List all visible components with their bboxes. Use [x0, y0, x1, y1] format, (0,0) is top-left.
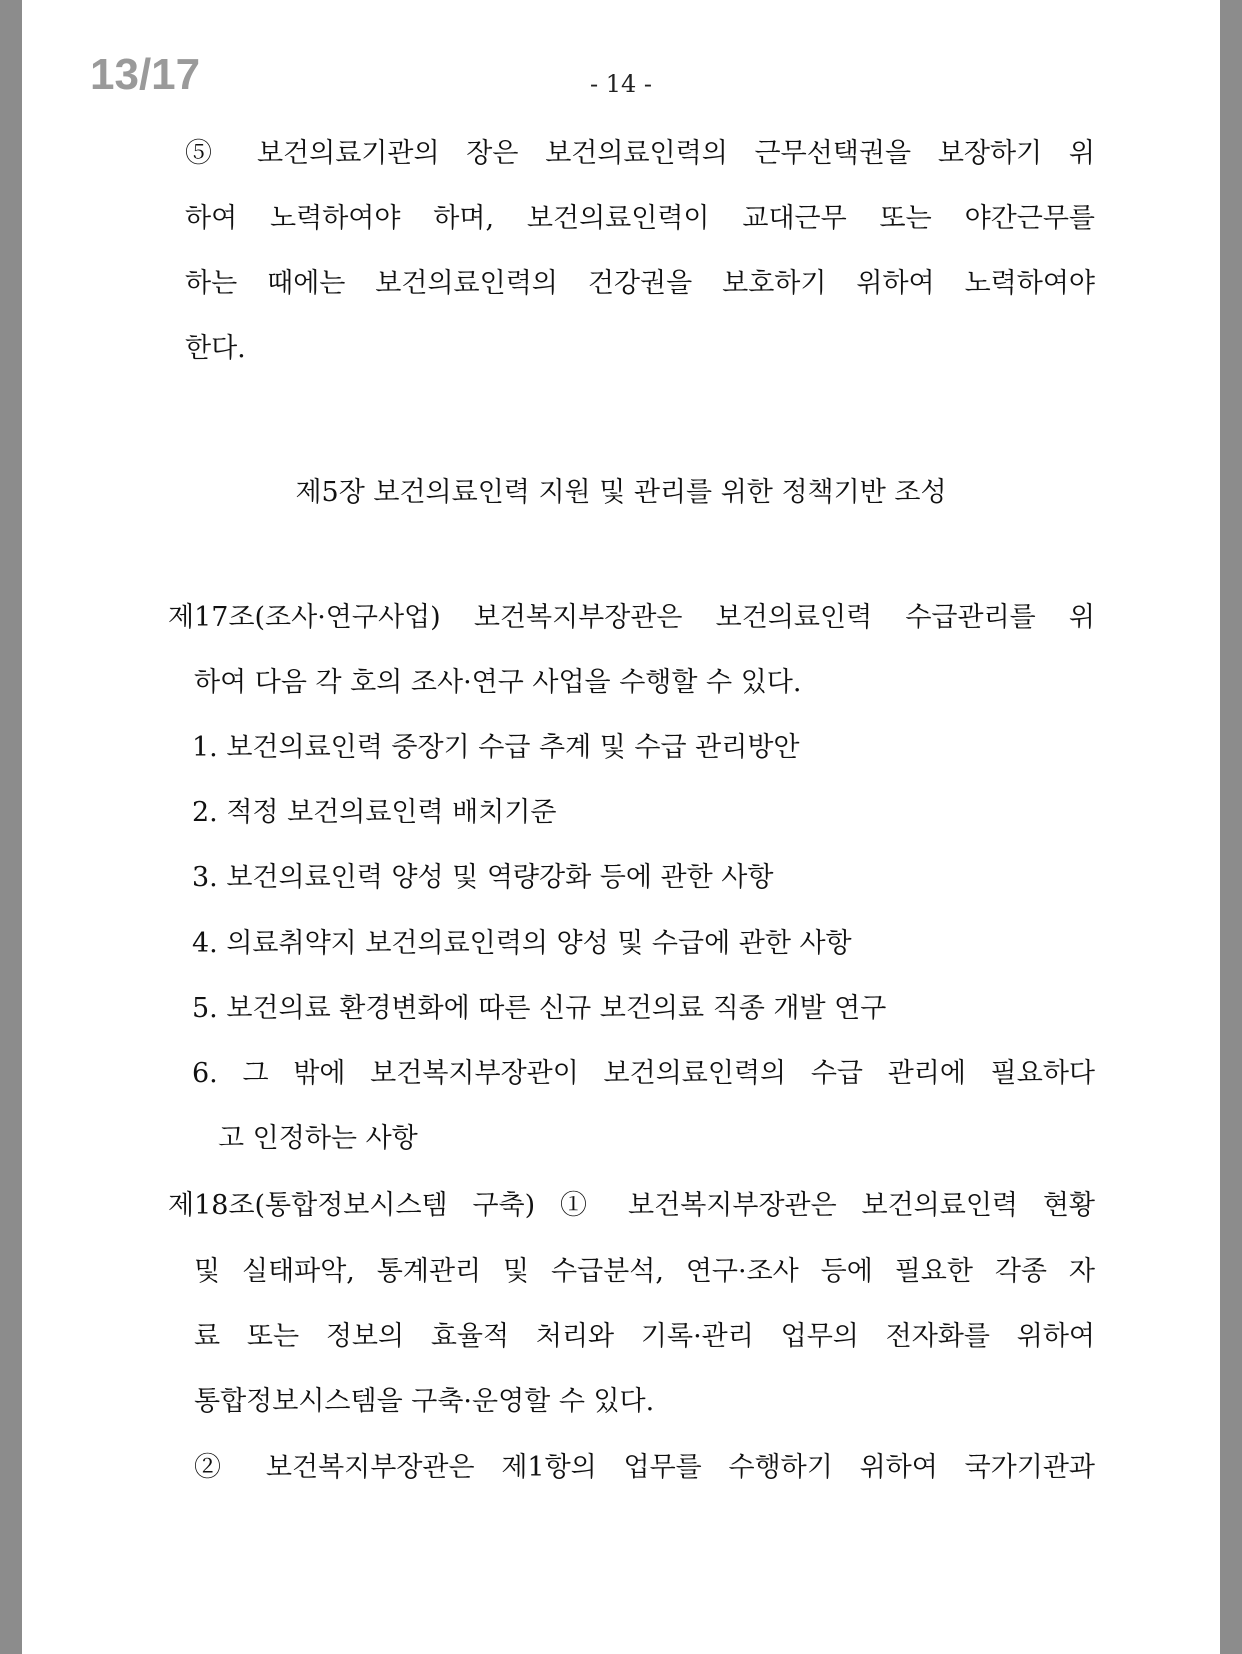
article-18-line: 료 또는 정보의 효율적 처리와 기록·관리 업무의 전자화를 위하여 — [194, 1321, 1095, 1352]
page-indicator: 13/17 — [90, 50, 201, 99]
list-item: 1. 보건의료인력 중장기 수급 추계 및 수급 관리방안 — [192, 732, 800, 763]
list-item-continuation: 고 인정하는 사항 — [218, 1123, 418, 1154]
list-item: 5. 보건의료 환경변화에 따른 신규 보건의료 직종 개발 연구 — [192, 993, 887, 1024]
list-item: 6. 그 밖에 보건복지부장관이 보건의료인력의 수급 관리에 필요하다 — [192, 1058, 1095, 1089]
paragraph-line: 하는 때에는 보건의료인력의 건강권을 보호하기 위하여 노력하여야 — [185, 268, 1095, 299]
article-18-title-line: 제18조(통합정보시스템 구축) ① 보건복지부장관은 보건의료인력 현황 — [168, 1190, 1095, 1221]
list-item: 4. 의료취약지 보건의료인력의 양성 및 수급에 관한 사항 — [192, 928, 852, 959]
paragraph-line: 한다. — [185, 333, 246, 364]
paragraph-line: 하여 노력하여야 하며, 보건의료인력이 교대근무 또는 야간근무를 — [185, 203, 1095, 234]
page-number: - 14 - — [589, 70, 652, 98]
article-18-line: 통합정보시스템을 구축·운영할 수 있다. — [194, 1386, 655, 1417]
chapter-heading: 제5장 보건의료인력 지원 및 관리를 위한 정책기반 조성 — [295, 477, 947, 508]
list-item: 2. 적정 보건의료인력 배치기준 — [192, 797, 557, 828]
paragraph-line: ⑤ 보건의료기관의 장은 보건의료인력의 근무선택권을 보장하기 위 — [185, 138, 1095, 169]
article-17-title-line: 제17조(조사·연구사업) 보건복지부장관은 보건의료인력 수급관리를 위 — [168, 602, 1095, 633]
article-17-line: 하여 다음 각 호의 조사·연구 사업을 수행할 수 있다. — [194, 667, 802, 698]
list-item: 3. 보건의료인력 양성 및 역량강화 등에 관한 사항 — [192, 862, 774, 893]
article-18-line: 및 실태파악, 통계관리 및 수급분석, 연구·조사 등에 필요한 각종 자 — [194, 1256, 1095, 1287]
article-18-line: ② 보건복지부장관은 제1항의 업무를 수행하기 위하여 국가기관과 — [194, 1452, 1095, 1483]
document-page — [22, 0, 1220, 1654]
